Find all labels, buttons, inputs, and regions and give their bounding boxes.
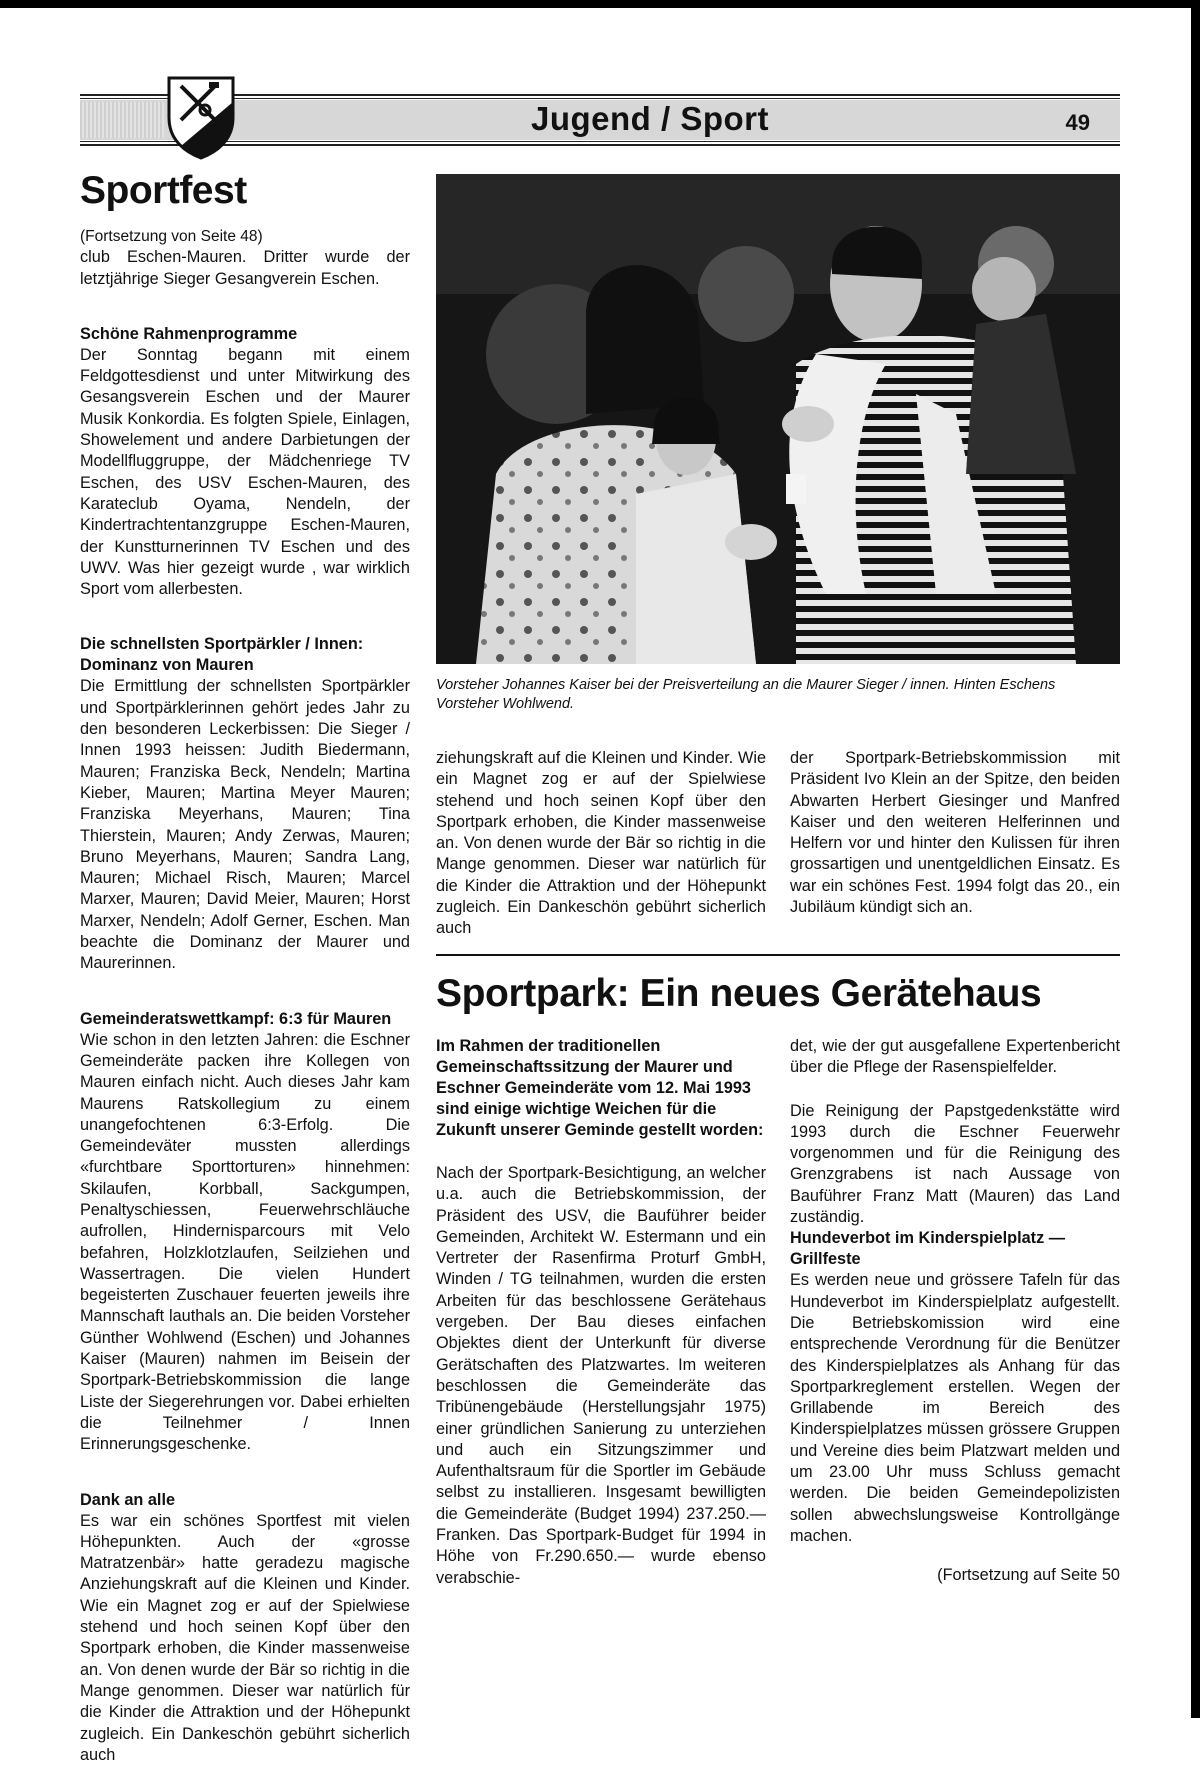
section-heading: Gemeinderatswettkampf: 6:3 für Mauren [80,1009,392,1028]
article-sportfest-column [80,168,410,1764]
photo-illustration [436,174,1120,664]
page-header [80,84,1120,152]
continued-on-note: (Fortsetzung auf Seite 50 [937,1566,1120,1585]
article2-paragraph: Die Reinigung der Papstgedenkstätte wird 1993 durch die Eschner Feuerwehr vorgenommen und für die Reinigung des Grenzgrabens ist nach Aussage von Bauführer Franz Matt (Mauren) das Land zuständig. [790,1101,1120,1227]
article-title: Sportfest [80,169,247,212]
closing-paragraph: der Sportpark-Betriebskommission mit Präsident Ivo Klein an der Spitze, den beiden Abwarten Herbert Giesinger und Manfred Kaiser und den weiteren Helferinnen und Helfern vor und hinter den Kulissen für ihren grossartigen und unentgeldlichen Einsatz. Es war ein schönes Fest. 1994 folgt das 20., ein Jubiläum kündigt sich an. [790,749,1120,917]
section-paragraph: Der Sonntag begann mit einem Feldgottesdienst und unter Mitwirkung des Gesangsverein Eschen und der Maurer Musik Konkordia. Es folgten Spiele, Einlagen, Showelement und andere Darbietungen der Modellfluggruppe, der Mädchenriege TV Eschen, des USV Eschen-Mauren, des Karateclub Oyama, Nendeln, der Kindertrachtentanzgruppe Eschen-Mauren, der Kunstturnerinnen TV Eschen und des UWV. Was hier gezeigt wurde , war wirklich Sport vom allerbesten. [80,345,410,599]
article-sportfest-continued [436,748,766,940]
article2-title: Sportpark: Ein neues Gerätehaus [436,972,1042,1015]
thanks-paragraph-continued: ziehungskraft auf die Kleinen und Kinder. Wie ein Magnet zog er auf der Spielwiese stehend und hoch seinen Kopf über den Sportpark erhoben, die Kinder massenweise an. Von denen wurde der Bär so richtig in die Mange genommen. Dieser war natürlich für die Kinder die Attraktion und der Höhepunkt zugleich. Ein Dankeschön gebührt sicherlich auch [436,749,766,938]
article-divider [436,954,1120,956]
page-right-border [1191,0,1200,1718]
page-top-border [0,0,1200,8]
page-number: 49 [1065,110,1090,135]
section-paragraph: Wie schon in den letzten Jahren: die Eschner Gemeinderäte packen ihre Kollegen von Mauren einfach nicht. Auch dieses Jahr kam Maurens Ratskollegium zu einem unangefochtenen 6:3-Erfolg. Die Gemeindeväter mussten allerdings «furchtbare Sporttorturen» hinnehmen: Skilaufen, Korbball, Sackgumpen, Penaltyschiessen, Feuerwehrschläuche aufrollen, Hindernisparcours mit Velo befahren, Holzklotzlaufen, Seilziehen und Wassertragen. Die vielen Hundert begeisterten Zuschauer feuerten jeweils ihre Mannschaft lauthals an. Die beiden Vorsteher Günther Wohlwend (Eschen) und Johannes Kaiser (Mauren) nahmen im Beisein der Sportpark-Betriebskommission die lange Liste der Siegerehrungen vor. Dabei erhielten die Teilnehmer / Innen Erinnerungsgeschenke. [80,1030,410,1454]
article2-subheading: Hundeverbot im Kinderspielplatz — Grillfeste [790,1229,1066,1269]
article-sportfest-closing [790,748,1120,918]
article2-column-left [436,1036,766,1589]
article2-lead: Im Rahmen der traditionellen Gemeinschaftssitzung der Maurer und Eschner Gemeinderäte vom 12. Mai 1993 sind einige wichtige Weichen für die Zukunft unserer Geminde gestellt worden: [436,1037,764,1139]
section-heading: Schöne Rahmenprogramme [80,324,298,343]
article2-column-right [790,1036,1120,1587]
coat-of-arms-icon [165,74,237,160]
continued-from-note: (Fortsetzung von Seite 48) [80,228,263,245]
article2-paragraph: Es werden neue und grössere Tafeln für das Hundeverbot im Kinderspielplatz aufgestellt. Die Betriebskomission wird eine entsprechende Verordnung für die Benützer des Kinderspielplatzes als Anhang für das Sportparkreglement erstellen. Wegen der Grillabende im Bereich des Kinderspielplatzes müssen grössere Gruppen und Vereine dies beim Platzwart melden und um 23.00 Uhr muss Schluss gemacht werden. Die beiden Gemeindepolizisten sollen abwechslungsweise Kontrollgänge machen. [790,1271,1120,1545]
section-heading: Dank an alle [80,1490,176,1509]
section-title: Jugend / Sport [531,100,769,137]
section-paragraph: Die Ermittlung der schnellsten Sportpärkler und Sportpärklerinnen gehört jedes Jahr zu den besonderen Leckerbissen: Die Sieger / Innen 1993 heissen: Judith Biedermann, Mauren; Franziska Beck, Nendeln; Martina Kieber, Mauren; Martina Meyer Mauren; Franziska Meyerhans, Mauren; Tina Thierstein, Mauren; Andy Zerwas, Mauren; Bruno Meyerhans, Mauren; Sandra Lang, Mauren; Michael Risch, Mauren; Marcel Marxer, Mauren; David Meier, Mauren; Horst Marxer, Nendeln; Adolf Gerner, Eschen. Man beachte die Dominanz der Maurer und Maurerinnen. [80,677,410,973]
photo-caption: Vorsteher Johannes Kaiser bei der Preisverteilung an die Maurer Sieger / innen. Hinten Eschens Vorsteher Wohlwend. [436,677,1056,712]
article2-paragraph: Nach der Sportpark-Besichtigung, an welcher u.a. auch die Betriebskommission, der Präsident des USV, die Bauführer beider Gemeinden, Architekt W. Estermann und ein Vertreter der Rasenfirma Proturf GmbH, Winden / TG teilnahmen, wurden die ersten Arbeiten für das beschlossene Gerätehaus vergeben. Der Bau dieses einfachen Objektes dient der Unterkunft für diverse Gerätschaften des Platzwartes. Im weiteren beschlossen die Gemeinderäte das Tribünengebäude (Herstellungsjahr 1975) einer gründlichen Sanierung zu unterziehen und auch ein Sitzungszimmer und Aufenthaltsraum für die Sportler im Gebäude selbst zu installieren. Insgesamt bewilligten die Gemeinderäte (Budget 1994) 237.250.— Franken. Das Sportpark-Budget für 1994 in Höhe von Fr.290.650.— wurde ebenso verabschie- [436,1164,766,1587]
event-photo [436,174,1120,664]
article2-paragraph: det, wie der gut ausgefallene Expertenbericht über die Pflege der Rasenspielfelder. [790,1037,1120,1077]
section-heading: Die schnellsten Sportpärkler / Innen: Dominanz von Mauren [80,635,364,675]
intro-paragraph: club Eschen-Mauren. Dritter wurde der letztjährige Sieger Gesangverein Eschen. [80,248,410,288]
section-paragraph: Es war ein schönes Sportfest mit vielen Höhepunkten. Auch der «grosse Matratzenbär» hatte geradezu magische Anziehungskraft auf die Kleinen und Kinder. Wie ein Magnet zog er auf der Spielwiese stehend und hoch seinen Kopf über den Sportpark erhoben, die Kinder massenweise an. Von denen wurde der Bär so richtig in die Mange genommen. Dieser war natürlich für die Kinder die Attraktion und der Höhepunkt zugleich. Ein Dankeschön gebührt sicherlich auch [80,1511,410,1764]
